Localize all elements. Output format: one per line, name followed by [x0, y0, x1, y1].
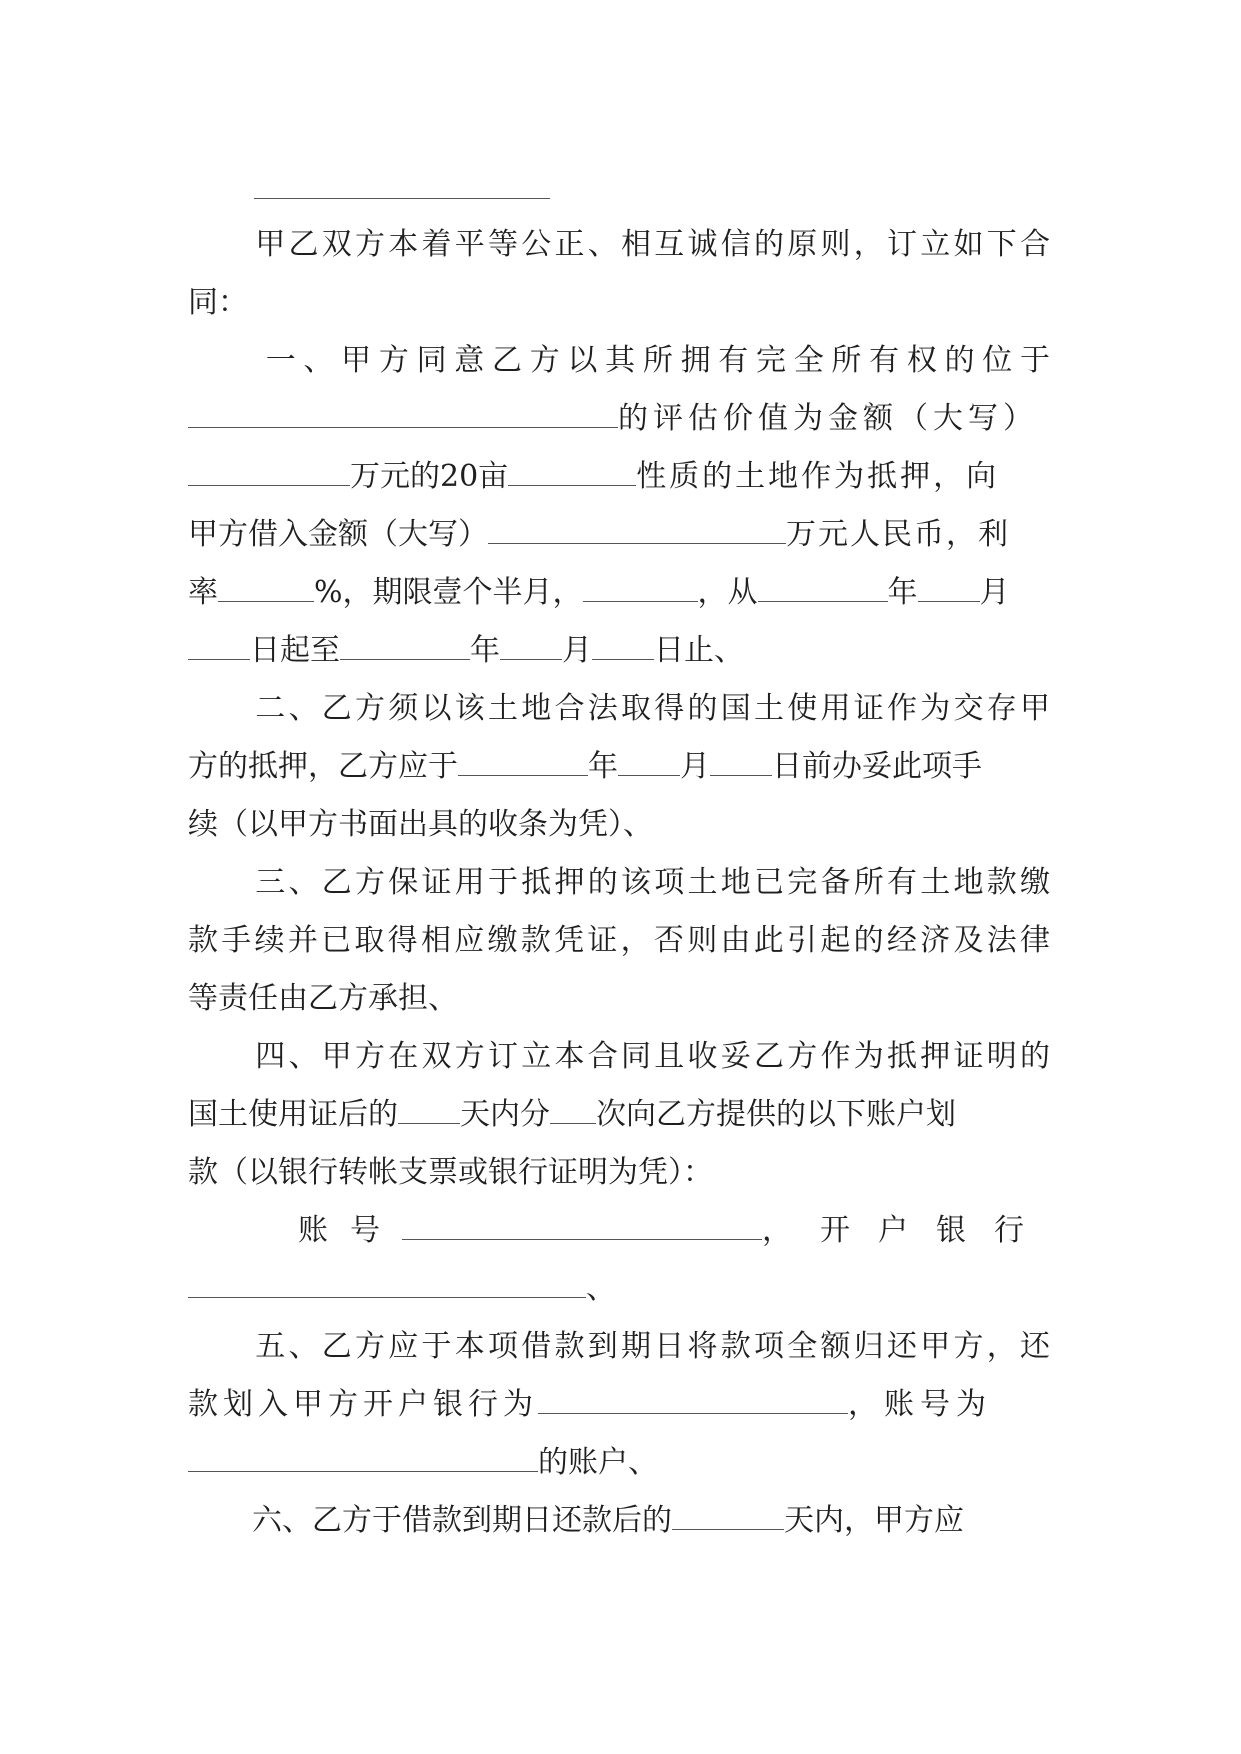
text-segment: 款（以银行转帐支票或银行证明为凭）： — [188, 1155, 713, 1190]
blank-line — [402, 1213, 762, 1240]
text-line — [188, 1440, 1050, 1486]
text-line — [188, 1498, 1050, 1544]
blank-line — [188, 633, 250, 660]
text-line — [188, 1150, 1050, 1196]
text-segment: 二、乙方须以该土地合法取得的国土使用证作为交存甲 — [252, 691, 1050, 726]
text-line — [188, 918, 1050, 964]
text-line — [188, 570, 1050, 616]
text-segment: 三、乙方保证用于抵押的该项土地已完备所有土地款缴 — [252, 865, 1050, 900]
text-segment: 、 — [586, 1271, 616, 1306]
text-segment: 性质的土地作为抵押，向 — [636, 459, 1000, 494]
text-segment: 日起至 — [250, 633, 340, 668]
text-segment: 款划入甲方开户银行为 — [188, 1387, 538, 1422]
text-segment: ，从 — [697, 575, 758, 610]
text-segment: ，开户银行 — [762, 1213, 1052, 1248]
blank-line — [254, 172, 550, 199]
blank-line — [218, 575, 314, 602]
text-line — [188, 860, 1050, 906]
blank-line — [710, 749, 772, 776]
text-line — [188, 976, 1050, 1022]
text-line — [188, 802, 1050, 848]
text-line — [188, 280, 1050, 326]
text-segment: 账号 — [298, 1213, 402, 1248]
text-line — [188, 1034, 1050, 1080]
text-segment: 月 — [562, 633, 592, 668]
text-segment: 续（以甲方书面出具的收条为凭）、 — [188, 807, 653, 842]
text-line — [188, 1266, 1050, 1312]
blank-line — [188, 459, 350, 486]
blank-line — [918, 575, 980, 602]
text-line — [188, 686, 1050, 732]
text-line — [188, 1092, 1050, 1138]
text-segment: 甲乙双方本着平等公正、相互诚信的原则，订立如下合 — [252, 227, 1050, 262]
text-line — [188, 454, 1050, 500]
text-segment: 五、乙方应于本项借款到期日将款项全额归还甲方，还 — [252, 1329, 1050, 1364]
blank-line — [500, 633, 562, 660]
text-segment: 一、甲方同意乙方以其所拥有完全所有权的位于 — [258, 343, 1050, 378]
text-segment: 等责任由乙方承担、 — [188, 981, 458, 1016]
text-segment: 天内分 — [460, 1097, 550, 1132]
text-line — [188, 222, 1050, 268]
blank-line — [340, 633, 470, 660]
text-line — [188, 1324, 1050, 1370]
blank-line — [758, 575, 888, 602]
text-line — [188, 338, 1050, 384]
blank-line — [458, 749, 588, 776]
text-segment: 月 — [979, 575, 1010, 610]
blank-line — [398, 1097, 460, 1124]
text-segment: 年 — [887, 575, 918, 610]
text-segment: %，期限壹个半月， — [314, 575, 583, 610]
blank-line — [672, 1503, 784, 1530]
text-segment: 率 — [188, 575, 218, 610]
blank-line — [188, 1445, 538, 1472]
text-line — [188, 744, 1050, 790]
blank-line — [188, 1271, 586, 1298]
text-segment: 方的抵押，乙方应于 — [188, 749, 458, 784]
text-segment: 款手续并已取得相应缴款凭证，否则由此引起的经济及法律 — [188, 923, 1050, 958]
text-segment: 的账户、 — [538, 1445, 658, 1480]
blank-line — [583, 575, 698, 602]
text-segment: 年 — [588, 749, 618, 784]
text-segment: 同： — [188, 285, 248, 320]
blank-line — [618, 749, 680, 776]
text-segment: 月 — [680, 749, 710, 784]
text-segment: 四、甲方在双方订立本合同且收妥乙方作为抵押证明的 — [252, 1039, 1050, 1074]
text-segment: 的评估价值为金额（大写） — [618, 401, 1038, 436]
text-segment: 万元的20亩 — [350, 459, 509, 494]
blank-line — [538, 1387, 848, 1414]
text-segment: 年 — [470, 633, 500, 668]
text-segment: 日前办妥此项手 — [772, 749, 982, 784]
text-line — [188, 1382, 1050, 1428]
text-line — [188, 512, 1050, 558]
blank-line — [188, 401, 618, 428]
text-segment: 次向乙方提供的以下账户划 — [596, 1097, 956, 1132]
text-segment: 日止、 — [654, 633, 744, 668]
blank-line — [508, 459, 636, 486]
blank-line — [488, 517, 786, 544]
blank-line — [550, 1097, 596, 1124]
text-segment: 天内，甲方应 — [784, 1503, 964, 1538]
text-segment: 甲方借入金额（大写） — [188, 517, 488, 552]
text-line — [188, 396, 1050, 442]
text-segment: 万元人民币，利 — [786, 517, 1010, 552]
blank-line — [592, 633, 654, 660]
text-line — [188, 628, 1050, 674]
text-line — [188, 1208, 1050, 1254]
text-segment: 六、乙方于借款到期日还款后的 — [252, 1503, 672, 1538]
text-segment: ，账号为 — [848, 1387, 992, 1422]
text-segment: 国土使用证后的 — [188, 1097, 398, 1132]
